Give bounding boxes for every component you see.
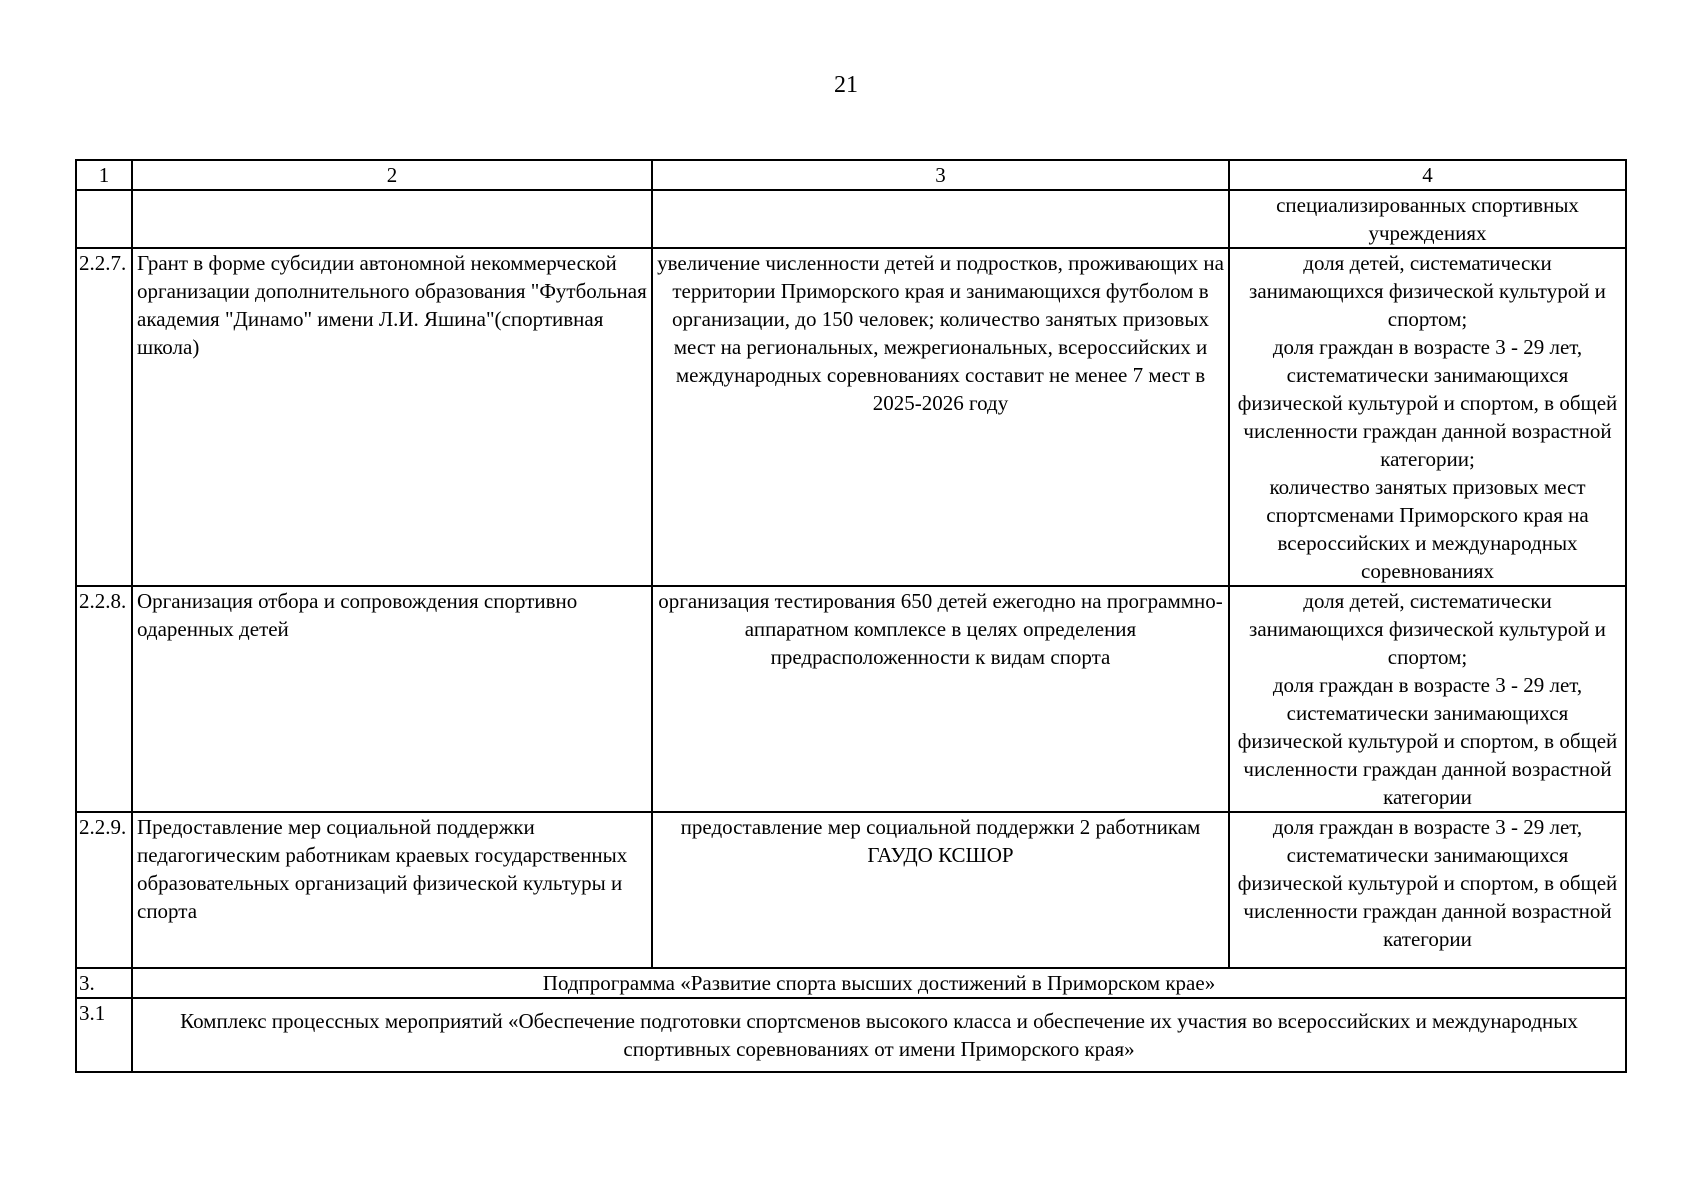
row-number: 2.2.9.: [76, 812, 132, 968]
indicator-text: доля граждан в возрасте 3 - 29 лет, систематически занимающихся физической культурой и спортом, в общей численности граждан данной возрастной категории: [1237, 815, 1618, 951]
header-col-1: 1: [76, 160, 132, 190]
page-number: 21: [834, 72, 858, 98]
indicator-text: доля детей, систематически занимающихся физической культурой и спортом;: [1249, 589, 1606, 669]
measure-result: увеличение численности детей и подростков, проживающих на территории Приморского края и занимающихся футболом в организации, до 150 человек; количество занятых призовых мест на региональных, межрегиональных, всероссийских и международных соревнованиях составит не менее 7 мест в 2025-2026 году: [652, 248, 1229, 586]
table-row-continuation: [76, 190, 1626, 248]
indicator-text: доля граждан в возрасте 3 - 29 лет, систематически занимающихся физической культурой и спортом, в общей численности граждан данной возрастной категории: [1237, 673, 1618, 809]
table-row: [76, 812, 1626, 968]
indicator-text: доля граждан в возрасте 3 - 29 лет, систематически занимающихся физической культурой и спортом, в общей численности граждан данной возрастной категории;: [1237, 335, 1618, 471]
measure-indicators: [1229, 812, 1626, 968]
continuation-num-cell: [76, 190, 132, 248]
continuation-name-cell: [132, 190, 652, 248]
continuation-indicator-cell: специализированных спортивных учреждениях: [1229, 190, 1626, 248]
indicator-text: доля детей, систематически занимающихся физической культурой и спортом;: [1249, 251, 1606, 331]
header-col-4: 4: [1229, 160, 1626, 190]
subprogram-title: Подпрограмма «Развитие спорта высших достижений в Приморском крае»: [132, 968, 1626, 998]
subprogram-row: [76, 968, 1626, 998]
row-number: 2.2.7.: [76, 248, 132, 586]
measure-name: Организация отбора и сопровождения спортивно одаренных детей: [132, 586, 652, 812]
subprogram-number: 3.: [76, 968, 132, 998]
table-header-row: [76, 160, 1626, 190]
measure-name: Предоставление мер социальной поддержки педагогическим работникам краевых государственных образовательных организаций физической культуры и спорта: [132, 812, 652, 968]
table-row: [76, 586, 1626, 812]
complex-title: Комплекс процессных мероприятий «Обеспечение подготовки спортсменов высокого класса и обеспечение их участия во всероссийских и международных спортивных соревнованиях от имени Приморского края»: [132, 998, 1626, 1072]
measure-indicators: [1229, 248, 1626, 586]
measures-table: [75, 159, 1627, 1073]
header-col-2: 2: [132, 160, 652, 190]
measure-name: Грант в форме субсидии автономной некоммерческой организации дополнительного образования "Футбольная академия "Динамо" имени Л.И. Яшина"(спортивная школа): [132, 248, 652, 586]
measure-indicators: [1229, 586, 1626, 812]
indicator-text: количество занятых призовых мест спортсменами Приморского края на всероссийских и международных соревнованиях: [1266, 475, 1589, 583]
continuation-result-cell: [652, 190, 1229, 248]
measure-result: предоставление мер социальной поддержки 2 работникам ГАУДО КСШОР: [652, 812, 1229, 968]
complex-number: 3.1: [76, 998, 132, 1072]
header-col-3: 3: [652, 160, 1229, 190]
table-row: [76, 248, 1626, 586]
complex-row: [76, 998, 1626, 1072]
row-number: 2.2.8.: [76, 586, 132, 812]
measure-result: организация тестирования 650 детей ежегодно на программно-аппаратном комплексе в целях определения предрасположенности к видам спорта: [652, 586, 1229, 812]
